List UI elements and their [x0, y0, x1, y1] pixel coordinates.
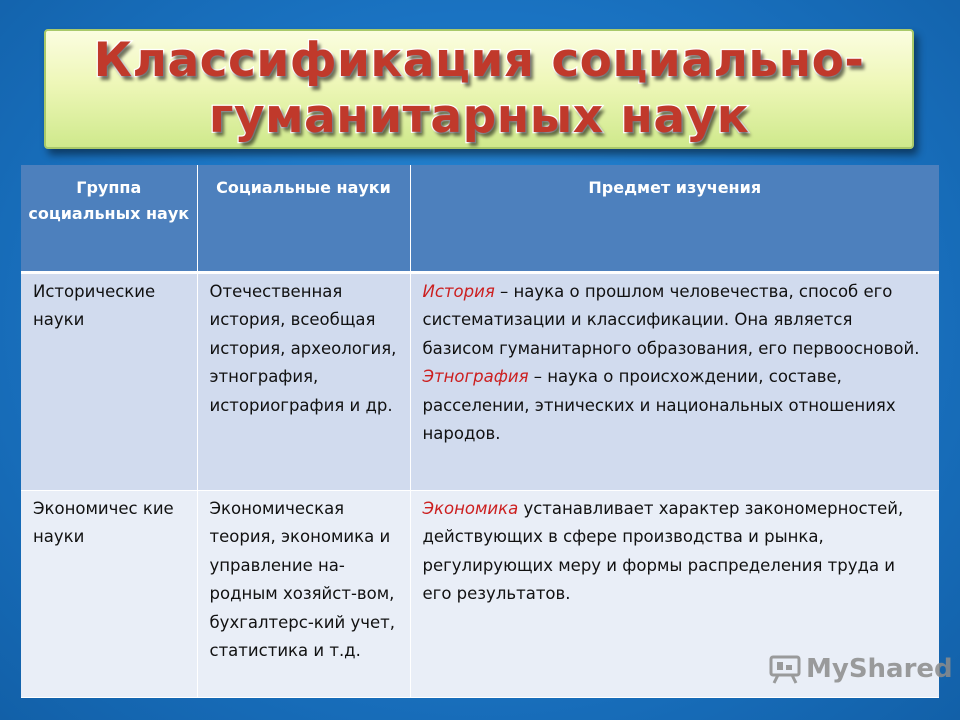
row-sciences-cell: Экономическая теория, экономика и управление на-родным хозяйст-вом, бухгалтерс-кий учет, статистика и т.д.	[197, 490, 410, 697]
header-subject: Предмет изучения	[410, 165, 939, 272]
watermark	[768, 654, 953, 684]
subject-text: – наука о прошлом человечества, способ его систематизации и классификации. Она является базисом гуманитарного образования, его первоосновой.	[422, 281, 920, 358]
subject-text: устанавливает характер закономерностей, действующих в сфере производства и рынка, регулирующих меру и формы распределения труда и его результатов.	[422, 498, 904, 603]
row-subject-cell	[410, 272, 939, 490]
page-title	[44, 33, 914, 145]
title-line-2: гуманитарных наук	[208, 89, 750, 144]
header-group: Группа социальных наук	[21, 165, 197, 272]
table-header-row	[21, 165, 939, 272]
presentation-board-icon	[768, 654, 802, 684]
watermark-text: MyShared	[806, 654, 953, 684]
table-row	[21, 272, 939, 490]
title-line-1: Классификация социально-	[93, 33, 865, 88]
header-sciences: Социальные науки	[197, 165, 410, 272]
row-group-cell: Исторические науки	[21, 272, 197, 490]
row-group-cell: Экономичес кие науки	[21, 490, 197, 697]
classification-table	[21, 165, 939, 698]
term-history: История	[422, 281, 495, 301]
term-economics: Экономика	[422, 498, 519, 518]
row-sciences-cell: Отечественная история, всеобщая история, археология, этнография, историография и др.	[197, 272, 410, 490]
subject-text: – наука о происхождении, составе, расселении, этнических и национальных отношениях народов.	[422, 367, 896, 443]
term-ethnography: Этнография	[422, 367, 529, 386]
